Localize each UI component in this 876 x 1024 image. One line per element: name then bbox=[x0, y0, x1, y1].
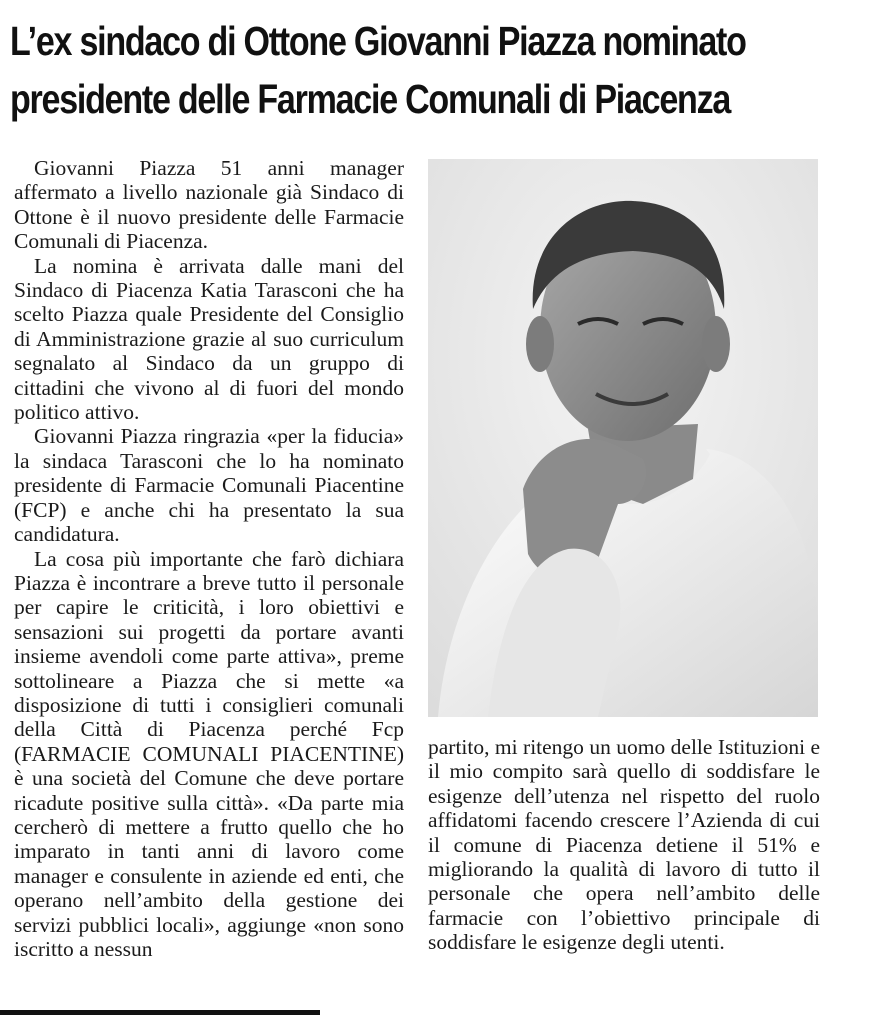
article-paragraph-2: La nomina è arrivata dalle mani del Sindaco di Piacenza Katia Tarasconi che ha scelto Piazza quale Presidente del Consiglio di Amministrazione grazie al suo curriculum segnalato al Sindaco da un gruppo di cittadini che vivono al di fuori del mondo politico attivo. bbox=[14, 253, 404, 425]
headline-line-2: presidente delle Farmacie Comunali di Piacenza bbox=[10, 76, 731, 122]
portrait-illustration bbox=[428, 159, 818, 717]
article-body-left-column bbox=[14, 156, 404, 961]
headline-line-1: L’ex sindaco di Ottone Giovanni Piazza nominato bbox=[10, 18, 746, 64]
bottom-rule bbox=[0, 1010, 320, 1015]
article-body-right-column bbox=[428, 735, 820, 955]
headline bbox=[10, 12, 746, 128]
article-continuation: partito, mi ritengo un uomo delle Istituzioni e il mio compito sarà quello di soddisfare le esigenze dell’utenza nel rispetto del ruolo affidatomi facendo crescere l’Azienda di cui il comune di Piacenza detiene il 51% e migliorando la qualità di lavoro di tutto il personale che opera nell’ambito delle farmacie con l’obiettivo principale di soddisfare le esigenze degli utenti. bbox=[428, 735, 820, 955]
portrait-photo bbox=[428, 159, 818, 717]
article-paragraph-3: Giovanni Piazza ringrazia «per la fiducia» la sindaca Tarasconi che lo ha nominato presidente di Farmacie Comunali Piacentine (FCP) e anche chi ha presentato la sua candidatura. bbox=[14, 424, 404, 547]
article-paragraph-1: Giovanni Piazza 51 anni manager affermato a livello nazionale già Sindaco di Ottone è il nuovo presidente delle Farmacie Comunali di Piacenza. bbox=[14, 156, 404, 254]
article-paragraph-4: La cosa più importante che farò dichiara Piazza è incontrare a breve tutto il personale per capire le criticità, i loro obiettivi e sensazioni sui progetti da portare avanti insieme avendoli come parte attiva», preme sottolineare a Piazza che si mette «a disposizione di tutti i consiglieri comunali della Città di Piacenza perché Fcp (FARMACIE COMUNALI PIACENTINE) è una società del Comune che deve portare ricadute positive sulla città». «Da parte mia cercherò di mettere a frutto quello che ho imparato in tanti anni di lavoro come manager e consulente in aziende ed enti, che operano nell’ambito della gestione dei servizi pubblici locali», aggiunge «non sono iscritto a nessun bbox=[14, 546, 404, 961]
